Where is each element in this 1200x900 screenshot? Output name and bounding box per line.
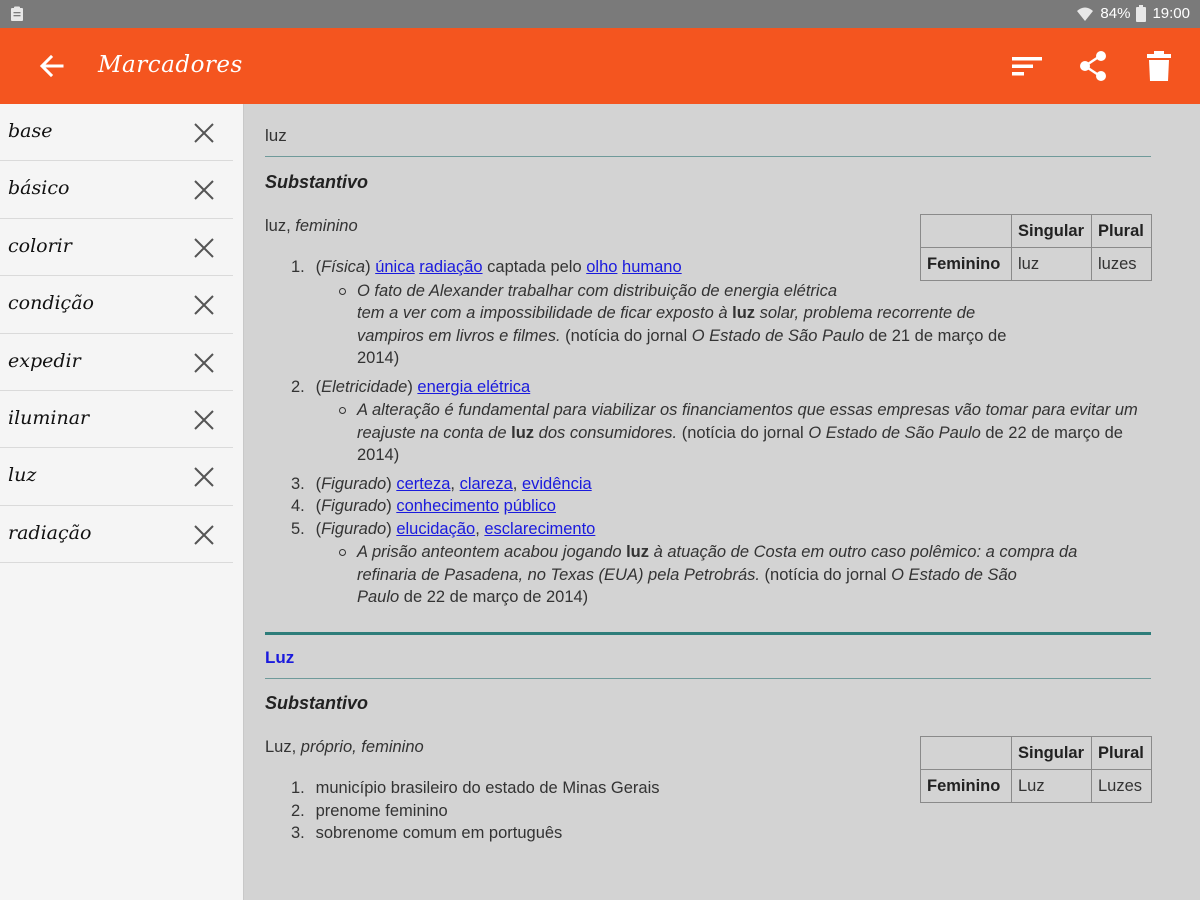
definition-item: 1. município brasileiro do estado de Minas Gerais xyxy=(291,779,660,797)
close-icon[interactable] xyxy=(193,179,215,201)
entry-headword xyxy=(265,648,1151,668)
entry-divider xyxy=(265,632,1151,635)
divider xyxy=(265,156,1151,157)
link-humano[interactable]: humano xyxy=(622,258,682,276)
link-clareza[interactable]: clareza xyxy=(459,474,513,493)
headword: luz xyxy=(265,126,287,145)
bookmark-label: básico xyxy=(8,177,70,200)
headword-link-luz[interactable]: Luz xyxy=(265,648,295,667)
definition-item: 4. (Figurado) conhecimento público xyxy=(291,497,556,515)
bookmark-item-radiacao[interactable] xyxy=(0,506,233,563)
word-forms: luz, feminino xyxy=(265,217,358,235)
entry-headword xyxy=(265,126,1151,146)
bookmark-item-condicao[interactable] xyxy=(0,276,233,333)
sort-icon[interactable] xyxy=(1010,50,1044,82)
link-unica[interactable]: única xyxy=(375,258,415,276)
bookmark-label: condição xyxy=(8,292,94,315)
trash-icon[interactable] xyxy=(1142,50,1176,82)
bookmark-item-colorir[interactable] xyxy=(0,219,233,276)
link-evidencia[interactable]: evidência xyxy=(521,474,592,493)
bookmark-label: base xyxy=(8,120,53,142)
link-elucidacao[interactable]: elucidação xyxy=(396,519,476,538)
bookmark-item-iluminar[interactable] xyxy=(0,391,233,448)
definition-item: 1. (Física) única radiação captada pelo olho humano xyxy=(291,258,682,276)
definition-item: 3. sobrenome comum em português xyxy=(291,824,563,842)
status-bar xyxy=(0,0,1200,28)
definition-item: 2. (Eletricidade) energia elétrica xyxy=(291,377,531,396)
bookmark-label: radiação xyxy=(8,521,92,544)
link-conhecimento[interactable]: conhecimento xyxy=(396,497,500,515)
back-arrow-icon[interactable] xyxy=(36,52,66,80)
definition-item: 2. prenome feminino xyxy=(291,801,448,820)
bookmark-item-basico[interactable] xyxy=(0,161,233,218)
bookmark-label: expedir xyxy=(8,349,81,372)
definition-list xyxy=(291,256,1151,615)
wifi-icon xyxy=(1076,6,1094,22)
definition-item: 3. (Figurado) certeza, clareza, evidência xyxy=(291,474,592,493)
app-bar xyxy=(0,28,1200,104)
link-publico[interactable]: público xyxy=(503,497,556,515)
bookmark-item-expedir[interactable] xyxy=(0,334,233,391)
close-icon[interactable] xyxy=(193,524,215,546)
close-icon[interactable] xyxy=(193,237,215,259)
bookmark-item-base[interactable] xyxy=(0,104,233,161)
link-energia-eletrica[interactable]: energia elétrica xyxy=(417,377,531,396)
definition-panel xyxy=(245,104,1200,900)
definition-item: 5. (Figurado) elucidação, esclarecimento xyxy=(291,519,596,538)
link-radiacao[interactable]: radiação xyxy=(419,258,483,276)
link-esclarecimento[interactable]: esclarecimento xyxy=(484,519,596,538)
definition-list xyxy=(291,777,1151,845)
clipboard-icon xyxy=(10,6,24,22)
example-quote: O fato de Alexander trabalhar com distribuição de energia elétrica tem a ver com a impossibilidade de ficar exposto à luz solar, problema recorrente de vampiros em livros e filmes. (notícia do jornal O Estado de São Paulo de 21 de março de 2014) xyxy=(291,280,1041,370)
bookmark-item-luz[interactable] xyxy=(0,448,233,505)
bookmark-label: colorir xyxy=(8,234,72,257)
clock: 19:00 xyxy=(1152,5,1190,22)
inflection-table: Singular Plural Feminino Luz Luzes xyxy=(920,736,1152,803)
battery-icon xyxy=(1136,5,1146,22)
share-icon[interactable] xyxy=(1076,50,1110,82)
close-icon[interactable] xyxy=(193,352,215,374)
divider xyxy=(265,678,1151,679)
bookmark-label: luz xyxy=(8,464,37,487)
close-icon[interactable] xyxy=(193,294,215,316)
close-icon[interactable] xyxy=(193,409,215,431)
bookmark-label: iluminar xyxy=(8,406,90,429)
bookmarks-sidebar xyxy=(0,104,244,900)
word-forms: Luz, próprio, feminino xyxy=(265,738,424,756)
inflection-table: Singular Plural Feminino luz luzes xyxy=(920,214,1152,281)
link-olho[interactable]: olho xyxy=(586,258,618,276)
example-quote: A prisão anteontem acabou jogando luz à atuação de Costa em outro caso polêmico: a compra da refinaria de Pasadena, no Texas (EUA) pela Petrobrás. (notícia do jornal O Estado de São Paulo de 22 de março de 2014) xyxy=(291,541,1121,609)
battery-percent: 84% xyxy=(1100,5,1131,22)
close-icon[interactable] xyxy=(193,122,215,144)
part-of-speech: Substantivo xyxy=(265,172,369,192)
link-certeza[interactable]: certeza xyxy=(396,474,451,493)
page-title: Marcadores xyxy=(98,52,243,78)
close-icon[interactable] xyxy=(193,466,215,488)
part-of-speech: Substantivo xyxy=(265,693,369,713)
example-quote: A alteração é fundamental para viabilizar os financiamentos que essas empresas vão tomar para evitar um reajuste na conta de luz dos consumidores. (notícia do jornal O Estado de São Paulo de 22 de março de 2014) xyxy=(291,399,1141,467)
